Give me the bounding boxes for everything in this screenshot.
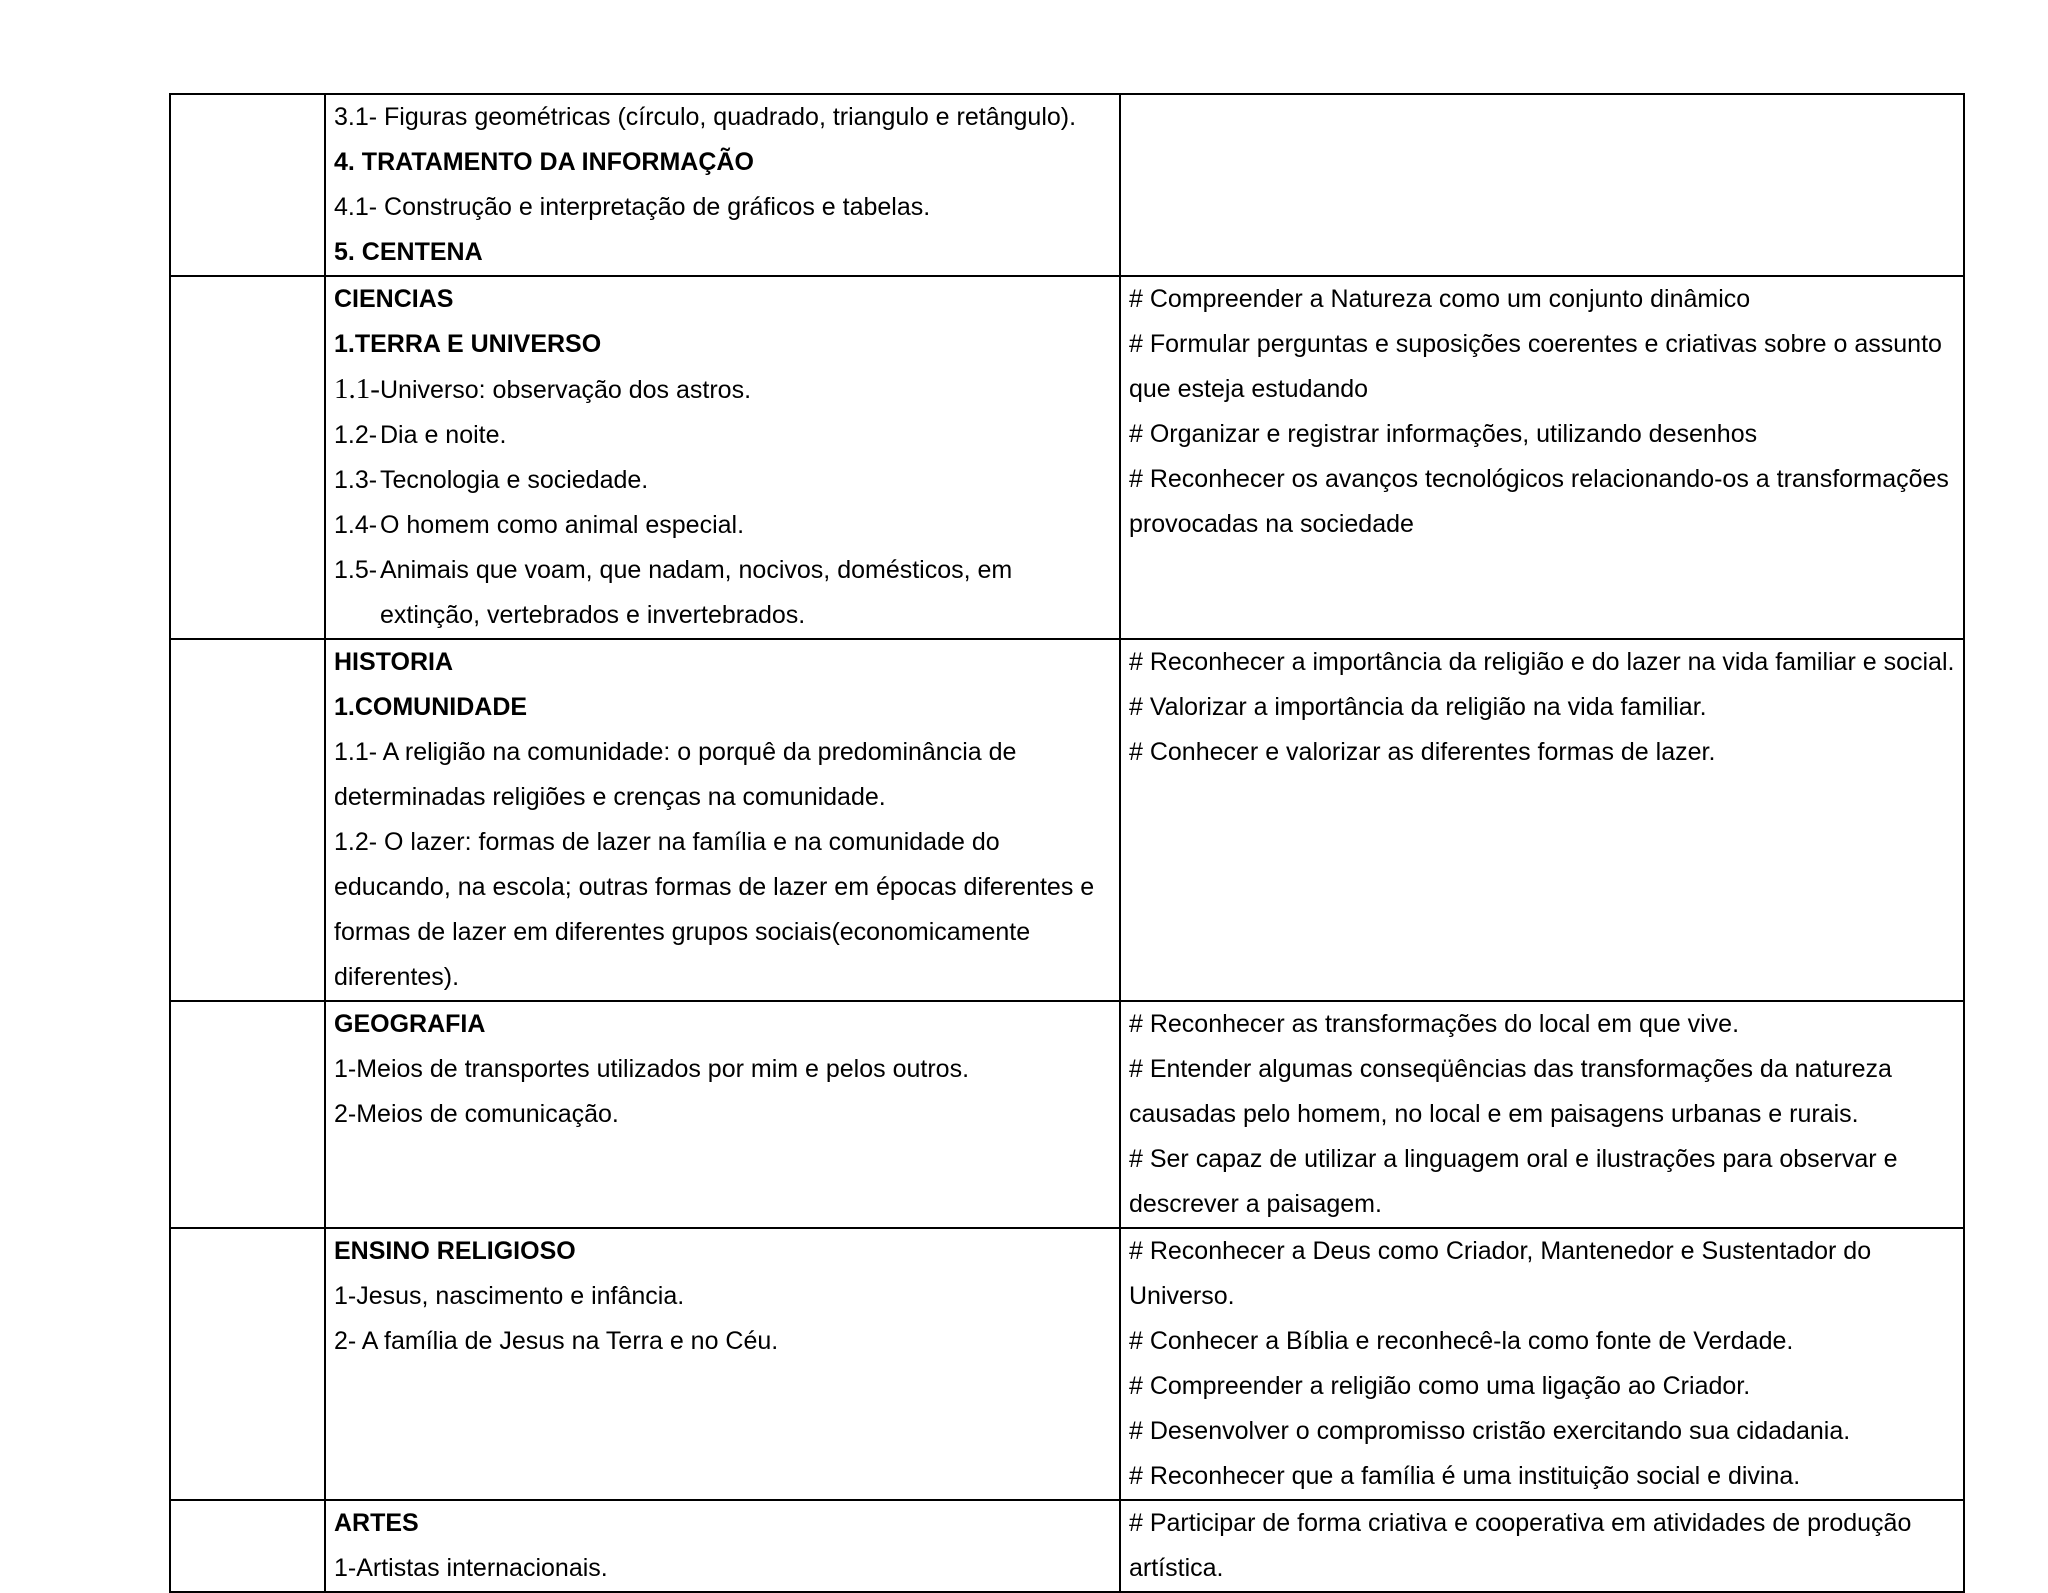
content-line: 1.1- A religião na comunidade: o porquê da predominância de determinadas religiões e crenças na comunidade. <box>334 738 1017 811</box>
table-row <box>170 639 1964 1001</box>
content-item <box>334 458 1111 503</box>
table-row <box>170 1001 1964 1228</box>
section-heading: GEOGRAFIA <box>334 1010 486 1038</box>
item-number: 1.2- <box>334 421 378 449</box>
objective-line: # Conhecer e valorizar as diferentes formas de lazer. <box>1129 738 1716 766</box>
content-cell <box>325 639 1120 1001</box>
content-line: 4.1- Construção e interpretação de gráficos e tabelas. <box>334 193 931 221</box>
section-heading: 4. TRATAMENTO DA INFORMAÇÃO <box>334 148 754 176</box>
content-item <box>334 367 1111 413</box>
item-number: 1.4- <box>334 511 378 539</box>
table-row <box>170 94 1964 276</box>
objective-line: # Compreender a Natureza como um conjunto dinâmico <box>1129 285 1751 313</box>
content-cell <box>325 94 1120 276</box>
table-row <box>170 276 1964 639</box>
objectives-cell <box>1120 276 1964 639</box>
content-cell <box>325 1500 1120 1592</box>
objective-line: # Participar de forma criativa e cooperativa em atividades de produção artística. <box>1129 1509 1912 1582</box>
table-row <box>170 1500 1964 1592</box>
table-row <box>170 1228 1964 1500</box>
empty-cell <box>170 1228 325 1500</box>
objectives-cell <box>1120 1001 1964 1228</box>
objective-line: # Formular perguntas e suposições coerentes e criativas sobre o assunto que esteja estudando <box>1129 330 1942 403</box>
content-line: 2- A família de Jesus na Terra e no Céu. <box>334 1327 779 1355</box>
objective-line: # Ser capaz de utilizar a linguagem oral e ilustrações para observar e descrever a paisagem. <box>1129 1145 1898 1218</box>
content-line: 1-Meios de transportes utilizados por mim e pelos outros. <box>334 1055 970 1083</box>
content-line: 2-Meios de comunicação. <box>334 1100 619 1128</box>
item-number: 1.5- <box>334 556 378 584</box>
objectives-cell <box>1120 639 1964 1001</box>
objective-line: # Reconhecer as transformações do local em que vive. <box>1129 1010 1740 1038</box>
objective-line: # Reconhecer os avanços tecnológicos relacionando-os a transformações provocadas na sociedade <box>1129 465 1949 538</box>
section-heading: CIENCIAS <box>334 285 454 313</box>
objective-line: # Valorizar a importância da religião na vida familiar. <box>1129 693 1707 721</box>
item-text: Animais que voam, que nadam, nocivos, domésticos, em extinção, vertebrados e invertebrados. <box>380 556 1013 629</box>
item-text: Tecnologia e sociedade. <box>380 466 649 494</box>
empty-cell <box>170 94 325 276</box>
objective-line: # Compreender a religião como uma ligação ao Criador. <box>1129 1372 1751 1400</box>
content-cell <box>325 276 1120 639</box>
content-line: 1.2- O lazer: formas de lazer na família e na comunidade do educando, na escola; outras formas de lazer em épocas diferentes e formas de lazer em diferentes grupos sociais(economicamente diferentes). <box>334 828 1095 991</box>
section-heading: ARTES <box>334 1509 419 1537</box>
content-line: 1-Artistas internacionais. <box>334 1554 608 1582</box>
item-text: Universo: observação dos astros. <box>380 376 752 404</box>
objective-line: # Organizar e registrar informações, utilizando desenhos <box>1129 420 1758 448</box>
content-item <box>334 503 1111 548</box>
content-item <box>334 548 1111 638</box>
section-heading: 1.TERRA E UNIVERSO <box>334 330 602 358</box>
objectives-cell <box>1120 1500 1964 1592</box>
content-cell <box>325 1228 1120 1500</box>
objective-line: # Reconhecer a Deus como Criador, Mantenedor e Sustentador do Universo. <box>1129 1237 1872 1310</box>
content-line: 1-Jesus, nascimento e infância. <box>334 1282 685 1310</box>
section-heading: 5. CENTENA <box>334 238 483 266</box>
objectives-cell <box>1120 1228 1964 1500</box>
content-line: 3.1- Figuras geométricas (círculo, quadrado, triangulo e retângulo). <box>334 103 1077 131</box>
item-number: 1.3- <box>334 466 378 494</box>
empty-cell <box>170 1500 325 1592</box>
table-body <box>170 94 1964 1592</box>
section-heading: HISTORIA <box>334 648 453 676</box>
objective-line: # Conhecer a Bíblia e reconhecê-la como fonte de Verdade. <box>1129 1327 1794 1355</box>
empty-cell <box>170 276 325 639</box>
empty-cell <box>170 639 325 1001</box>
item-text: O homem como animal especial. <box>380 511 745 539</box>
objective-line: # Entender algumas conseqüências das transformações da natureza causadas pelo homem, no local e em paisagens urbanas e rurais. <box>1129 1055 1892 1128</box>
empty-cell <box>170 1001 325 1228</box>
objectives-cell <box>1120 94 1964 276</box>
objective-line: # Reconhecer que a família é uma instituição social e divina. <box>1129 1462 1801 1490</box>
item-text: Dia e noite. <box>380 421 507 449</box>
section-heading: 1.COMUNIDADE <box>334 693 528 721</box>
content-cell <box>325 1001 1120 1228</box>
item-number: 1.1- <box>334 373 380 405</box>
objective-line: # Desenvolver o compromisso cristão exercitando sua cidadania. <box>1129 1417 1851 1445</box>
content-item <box>334 413 1111 458</box>
objective-line: # Reconhecer a importância da religião e do lazer na vida familiar e social. <box>1129 648 1955 676</box>
section-heading: ENSINO RELIGIOSO <box>334 1237 576 1265</box>
curriculum-table <box>169 93 1965 1593</box>
